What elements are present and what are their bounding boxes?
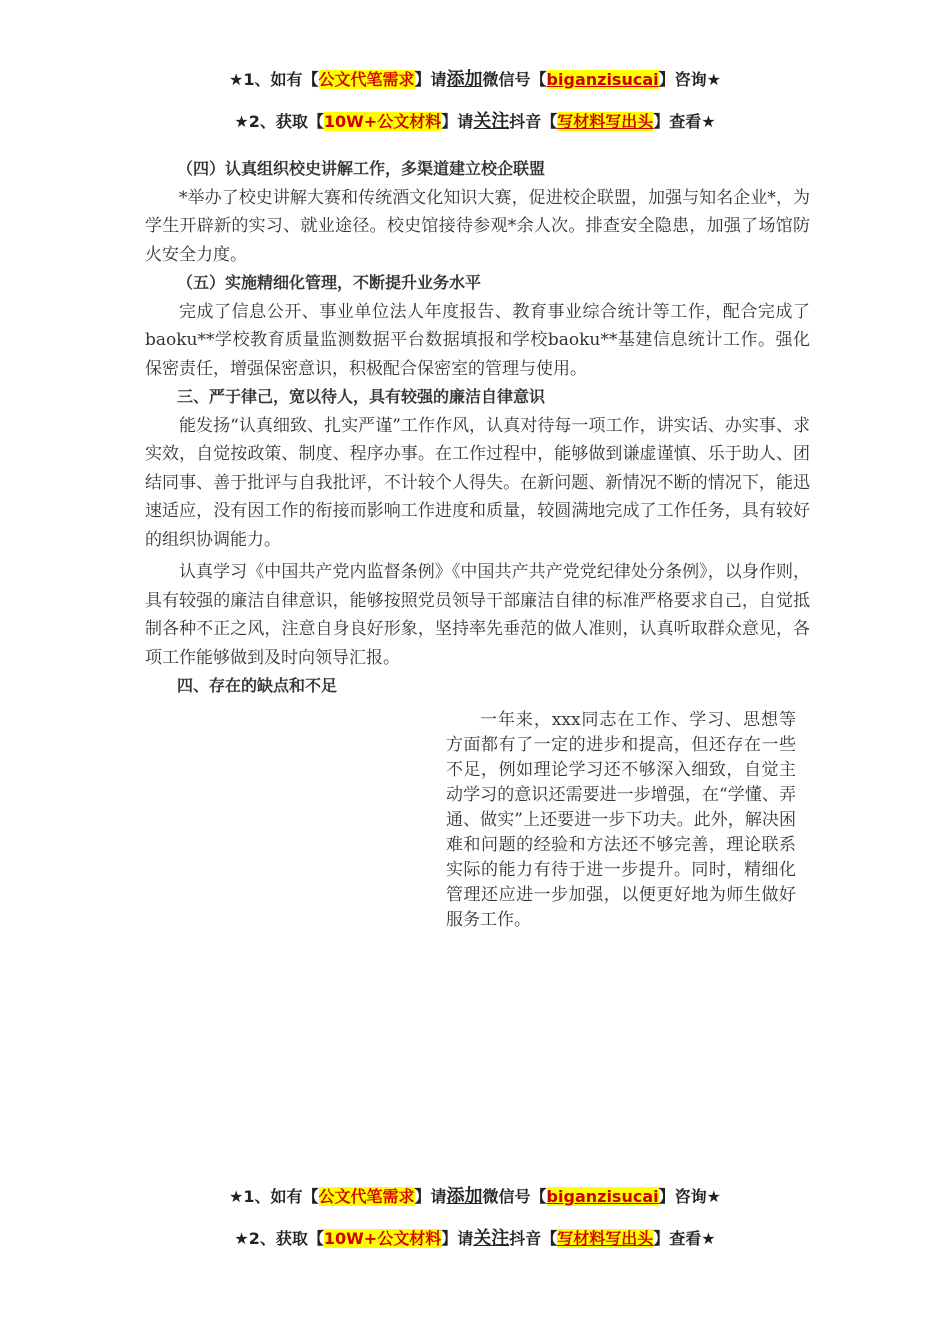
banner-text: ★2、获取【 (234, 1229, 324, 1248)
banner-text: ★2、获取【 (234, 112, 324, 131)
section-heading-discipline: 三、严于律己，宽以待人，具有较强的廉洁自律意识 (177, 387, 546, 406)
highlight-materials: 10W+公文材料 (323, 112, 442, 131)
banner-text: 】咨询★ (658, 1187, 721, 1206)
paragraph-school-history: *举办了校史讲解大赛和传统酒文化知识大赛，促进校企联盟，加强与知名企业*，为学生开辟新的实习、就业途径。校史馆接待参观*余人次。排查安全隐患，加强了场馆防火安全力度。 (145, 187, 810, 265)
paragraph-integrity: 认真学习《中国共产党内监督条例》《中国共产共产党党纪律处分条例》，以身作则，具有较强的廉洁自律意识，能够按照党员领导干部廉洁自律的标准严格要求自己，自觉抵制各种不正之风，注意自身良好形象，坚持率先垂范的做人准则，认真听取群众意见，各项工作能够做到及时向领导汇报。 (145, 562, 810, 668)
banner-text: ★1、如有【 (229, 70, 319, 89)
highlight-service: 公文代笔需求 (318, 1187, 415, 1206)
banner-text: 微信号【 (482, 1187, 547, 1206)
banner-bottom-line-1 (0, 1185, 950, 1209)
banner-emphasis: 关注 (473, 111, 510, 132)
banner-text: 】请 (441, 1229, 474, 1248)
banner-text: 抖音【 (509, 112, 558, 131)
banner-text: 】请 (414, 1187, 447, 1206)
banner-text: 微信号【 (482, 70, 547, 89)
paragraph-shortcomings: 一年来，xxx同志在工作、学习、思想等方面都有了一定的进步和提高，但还存在一些不足，例如理论学习还不够深入细致，自觉主动学习的意识还需要进一步增强，在“学懂、弄通、做实”上还要进一步下功夫。此外，解决困难和问题的经验和方法还不够完善，理论联系实际的能力有待于进一步提升。同时，精细化管理还应进一步加强，以便更好地为师生做好服务工作。 (446, 710, 796, 930)
paragraph-management: 完成了信息公开、事业单位法人年度报告、教育事业综合统计等工作，配合完成了baoku**学校教育质量监测数据平台数据填报和学校baoku**基建信息统计工作。强化保密责任，增强保密意识，积极配合保密室的管理与使用。 (145, 301, 810, 379)
section-heading-shortcomings: 四、存在的缺点和不足 (177, 676, 338, 695)
banner-emphasis: 添加 (446, 1186, 483, 1207)
banner-bottom-line-2 (0, 1227, 950, 1251)
section-heading-5: （五）实施精细化管理，不断提升业务水平 (177, 273, 482, 292)
banner-text: 】咨询★ (658, 70, 721, 89)
douyin-account-link[interactable]: 写材料写出头 (557, 112, 654, 131)
banner-top-line-2 (0, 110, 950, 134)
highlight-materials: 10W+公文材料 (323, 1229, 442, 1248)
paragraph-work-style: 能发扬“认真细致、扎实严谨”工作作风，认真对待每一项工作，讲实话、办实事、求实效，自觉按政策、制度、程序办事。在工作过程中，能够做到谦虚谨慎、乐于助人、团结同事、善于批评与自我批评，不计较个人得失。在新问题、新情况不断的情况下，能迅速适应，没有因工作的衔接而影响工作进度和质量，较圆满地完成了工作任务，具有较好的组织协调能力。 (145, 415, 810, 550)
banner-top-line-1 (0, 68, 950, 92)
highlight-service: 公文代笔需求 (318, 70, 415, 89)
banner-text: 】请 (441, 112, 474, 131)
wechat-id-link[interactable]: biganzisucai (546, 1187, 659, 1206)
banner-text: 】请 (414, 70, 447, 89)
banner-emphasis: 关注 (473, 1228, 510, 1249)
wechat-id-link[interactable]: biganzisucai (546, 70, 659, 89)
banner-text: 抖音【 (509, 1229, 558, 1248)
document-body (145, 155, 810, 701)
banner-text: 】查看★ (653, 112, 716, 131)
banner-text: ★1、如有【 (229, 1187, 319, 1206)
banner-emphasis: 添加 (446, 69, 483, 90)
section-heading-4: （四）认真组织校史讲解工作，多渠道建立校企联盟 (177, 159, 546, 178)
banner-text: 】查看★ (653, 1229, 716, 1248)
shortcomings-textbox (446, 708, 796, 933)
douyin-account-link[interactable]: 写材料写出头 (557, 1229, 654, 1248)
